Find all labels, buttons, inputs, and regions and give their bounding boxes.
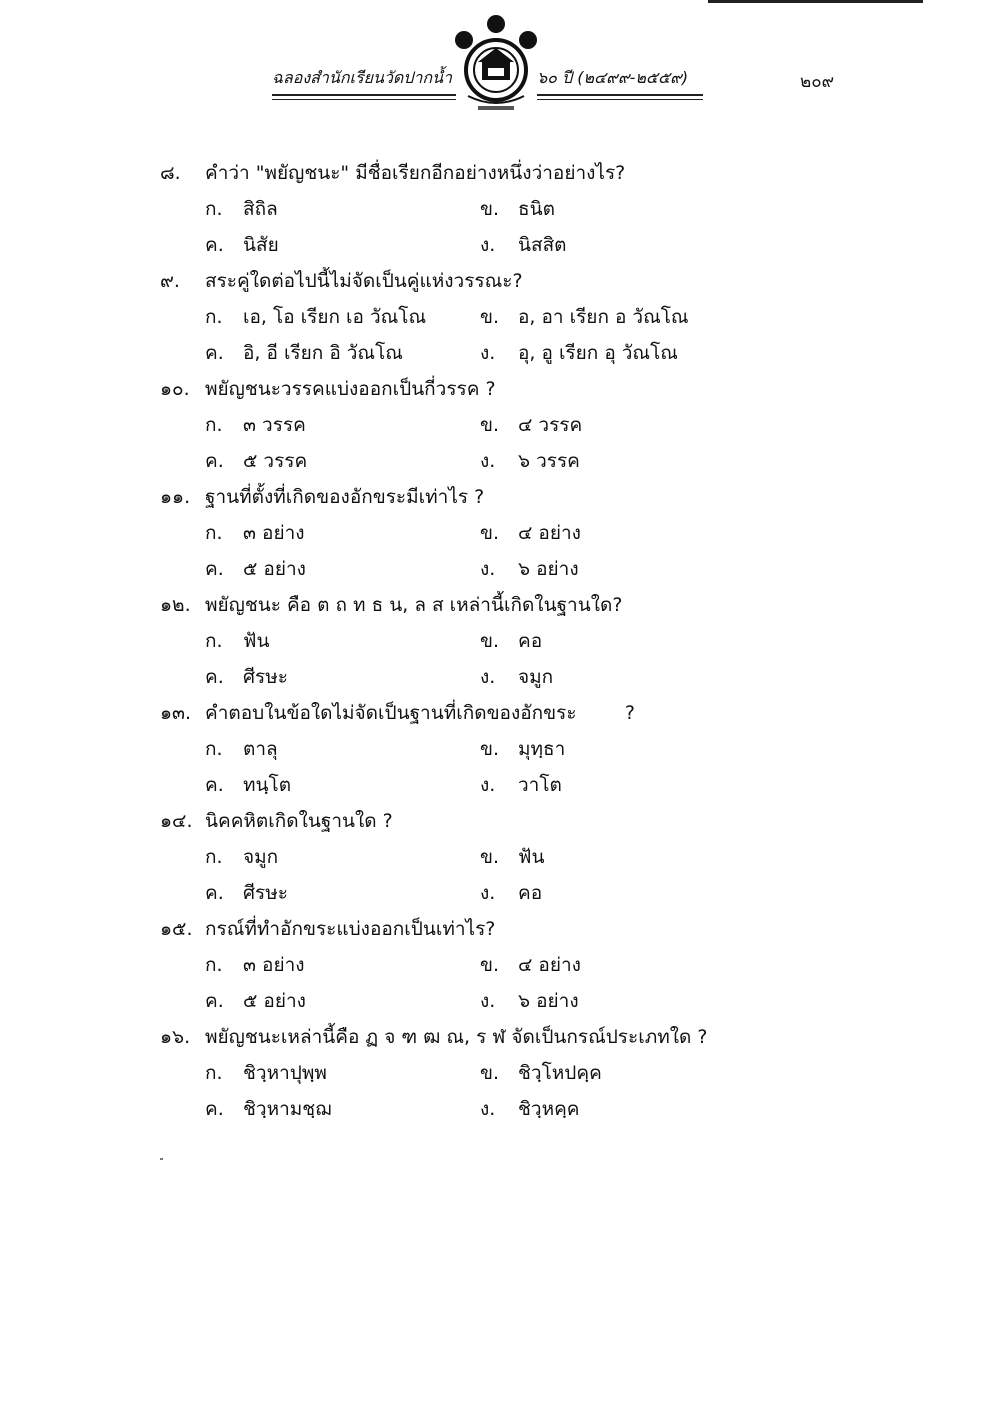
option-text: ๓ อย่าง xyxy=(243,522,305,544)
option-ka xyxy=(205,623,269,659)
option-letter: ก. xyxy=(205,198,223,220)
question-number: ๑๒. xyxy=(160,594,191,616)
option-text: ศีรษะ xyxy=(243,666,288,688)
option-ngo xyxy=(480,551,579,587)
option-text: ชิวฺหาปุพฺพ xyxy=(243,1062,327,1084)
option-text: ๕ วรรค xyxy=(243,450,308,472)
option-ka xyxy=(205,1055,327,1091)
option-letter: ก. xyxy=(205,630,223,652)
question-8 xyxy=(160,155,860,263)
option-kho-khwai xyxy=(205,551,306,587)
option-text: จมูก xyxy=(243,846,279,868)
question-9 xyxy=(160,263,860,371)
option-text: คอ xyxy=(518,630,543,652)
option-kho-khwai xyxy=(205,659,288,695)
temple-emblem-icon xyxy=(448,10,544,120)
option-text: ๔ วรรค xyxy=(518,414,583,436)
option-text: ชิวฺหามชฺฌ xyxy=(243,1098,332,1120)
question-number: ๑๑. xyxy=(160,486,191,508)
question-text: นิคคหิตเกิดในฐานใด ? xyxy=(205,810,393,832)
option-letter: ค. xyxy=(205,990,224,1012)
option-text: นิสัย xyxy=(243,234,279,256)
option-text: อิ, อี เรียก อิ วัณโณ xyxy=(243,342,403,364)
question-number: ๑๕. xyxy=(160,918,193,940)
option-letter: ก. xyxy=(205,306,223,328)
option-ka xyxy=(205,515,305,551)
option-kho xyxy=(480,731,565,767)
option-letter: ง. xyxy=(480,774,496,796)
option-kho xyxy=(480,299,689,335)
option-kho-khwai xyxy=(205,875,288,911)
header-anniversary-text: ๖๐ ปี (๒๔๙๙-๒๕๕๙) xyxy=(537,68,689,87)
option-text: คอ xyxy=(518,882,543,904)
option-letter: ค. xyxy=(205,882,224,904)
option-letter: ข. xyxy=(480,954,500,976)
option-text: ๕ อย่าง xyxy=(243,558,306,580)
option-text: อุ, อู เรียก อุ วัณโณ xyxy=(518,342,678,364)
option-ngo xyxy=(480,659,553,695)
option-text: นิสสิต xyxy=(518,234,567,256)
question-13 xyxy=(160,695,860,803)
option-letter: ข. xyxy=(480,198,500,220)
option-text: วาโต xyxy=(518,774,562,796)
option-ngo xyxy=(480,983,579,1019)
option-text: ๕ อย่าง xyxy=(243,990,306,1012)
option-text: เอ, โอ เรียก เอ วัณโณ xyxy=(243,306,427,328)
question-text: พยัญชนะเหล่านี้คือ ฏ จ ฑ ฒ ณ, ร ฬ จัดเป็นกรณ์ประเภทใด ? xyxy=(205,1026,708,1048)
option-ngo xyxy=(480,875,542,911)
option-kho-khwai xyxy=(205,335,403,371)
header-left-text: ฉลองสำนักเรียนวัดปากน้ำ xyxy=(272,68,452,87)
option-text: ๓ อย่าง xyxy=(243,954,305,976)
running-header-left xyxy=(272,66,456,96)
question-14 xyxy=(160,803,860,911)
option-letter: ก. xyxy=(205,738,223,760)
question-number: ๘. xyxy=(160,162,181,184)
option-letter: ค. xyxy=(205,558,224,580)
option-text: ศีรษะ xyxy=(243,882,288,904)
option-text: ๓ วรรค xyxy=(243,414,306,436)
option-kho xyxy=(480,407,582,443)
question-text: สระคู่ใดต่อไปนี้ไม่จัดเป็นคู่แห่งวรรณะ? xyxy=(205,270,523,292)
question-12 xyxy=(160,587,860,695)
option-letter: ค. xyxy=(205,234,224,256)
option-letter: ข. xyxy=(480,846,500,868)
question-text: คำว่า "พยัญชนะ" มีชื่อเรียกอีกอย่างหนึ่งว่าอย่างไร? xyxy=(205,162,626,184)
option-text: ทนฺโต xyxy=(243,774,292,796)
question-number: ๑๔. xyxy=(160,810,193,832)
option-letter: ค. xyxy=(205,450,224,472)
option-kho xyxy=(480,1055,602,1091)
option-kho xyxy=(480,191,555,227)
option-letter: ข. xyxy=(480,738,500,760)
option-text: ฟัน xyxy=(518,846,545,868)
question-16 xyxy=(160,1019,860,1127)
scan-speck xyxy=(160,1158,163,1160)
option-letter: ง. xyxy=(480,558,496,580)
option-ngo xyxy=(480,1091,580,1127)
option-text: มุทฺธา xyxy=(518,738,566,760)
option-kho-khwai xyxy=(205,443,307,479)
option-kho-khwai xyxy=(205,767,291,803)
option-text: ตาลุ xyxy=(243,738,278,760)
option-text: ๖ วรรค xyxy=(518,450,580,472)
option-letter: ข. xyxy=(480,522,500,544)
page-number: ๒๐๙ xyxy=(800,72,835,92)
option-text: ๔ อย่าง xyxy=(518,954,581,976)
running-header-anniversary xyxy=(537,66,703,96)
top-border-rule xyxy=(708,0,923,3)
option-kho-khwai xyxy=(205,227,279,263)
option-letter: ง. xyxy=(480,666,496,688)
option-letter: ก. xyxy=(205,954,223,976)
option-letter: ง. xyxy=(480,342,496,364)
option-letter: ข. xyxy=(480,630,500,652)
option-ka xyxy=(205,839,278,875)
option-kho xyxy=(480,947,581,983)
question-11 xyxy=(160,479,860,587)
question-10 xyxy=(160,371,860,479)
option-letter: ค. xyxy=(205,666,224,688)
question-15 xyxy=(160,911,860,1019)
option-ngo xyxy=(480,335,678,371)
option-letter: ค. xyxy=(205,342,224,364)
option-text: ๖ อย่าง xyxy=(518,558,579,580)
option-kho xyxy=(480,623,542,659)
question-text: พยัญชนะวรรคแบ่งออกเป็นกี่วรรค ? xyxy=(205,378,496,400)
question-text: กรณ์ที่ทำอักขระแบ่งออกเป็นเท่าไร? xyxy=(205,918,496,940)
option-letter: ค. xyxy=(205,1098,224,1120)
option-text: ชิวฺหคฺค xyxy=(518,1098,580,1120)
option-letter: ก. xyxy=(205,522,223,544)
option-letter: ข. xyxy=(480,306,500,328)
option-kho-khwai xyxy=(205,983,306,1019)
option-ka xyxy=(205,731,278,767)
option-text: สิถิล xyxy=(243,198,278,220)
option-letter: ง. xyxy=(480,1098,496,1120)
option-letter: ก. xyxy=(205,846,223,868)
option-letter: ข. xyxy=(480,1062,500,1084)
option-text: ธนิต xyxy=(518,198,555,220)
option-text: ฟัน xyxy=(243,630,270,652)
question-number: ๑๐. xyxy=(160,378,190,400)
question-number: ๑๓. xyxy=(160,702,192,724)
option-letter: ง. xyxy=(480,882,496,904)
option-text: จมูก xyxy=(518,666,554,688)
question-text: ฐานที่ตั้งที่เกิดของอักขระมีเท่าไร ? xyxy=(205,486,485,508)
option-letter: ง. xyxy=(480,450,496,472)
question-list xyxy=(160,155,860,1127)
option-ngo xyxy=(480,767,562,803)
question-number: ๑๖. xyxy=(160,1026,191,1048)
option-text: อ, อา เรียก อ วัณโณ xyxy=(518,306,689,328)
option-letter: ค. xyxy=(205,774,224,796)
option-ka xyxy=(205,191,278,227)
option-ka xyxy=(205,407,306,443)
option-ngo xyxy=(480,227,567,263)
option-ka xyxy=(205,947,305,983)
question-number: ๙. xyxy=(160,270,180,292)
option-letter: ง. xyxy=(480,234,496,256)
option-letter: ข. xyxy=(480,414,500,436)
option-text: ๖ อย่าง xyxy=(518,990,579,1012)
question-text: คำตอบในข้อใดไม่จัดเป็นฐานที่เกิดของอักขระ ? xyxy=(205,702,635,724)
option-ngo xyxy=(480,443,580,479)
option-kho-khwai xyxy=(205,1091,331,1127)
option-ka xyxy=(205,299,426,335)
option-text: ชิวฺโหปคฺค xyxy=(518,1062,602,1084)
option-kho xyxy=(480,839,544,875)
option-letter: ก. xyxy=(205,1062,223,1084)
question-text: พยัญชนะ คือ ต ถ ท ธ น, ล ส เหล่านี้เกิดในฐานใด? xyxy=(205,594,623,616)
option-letter: ก. xyxy=(205,414,223,436)
option-kho xyxy=(480,515,581,551)
option-text: ๔ อย่าง xyxy=(518,522,581,544)
option-letter: ง. xyxy=(480,990,496,1012)
